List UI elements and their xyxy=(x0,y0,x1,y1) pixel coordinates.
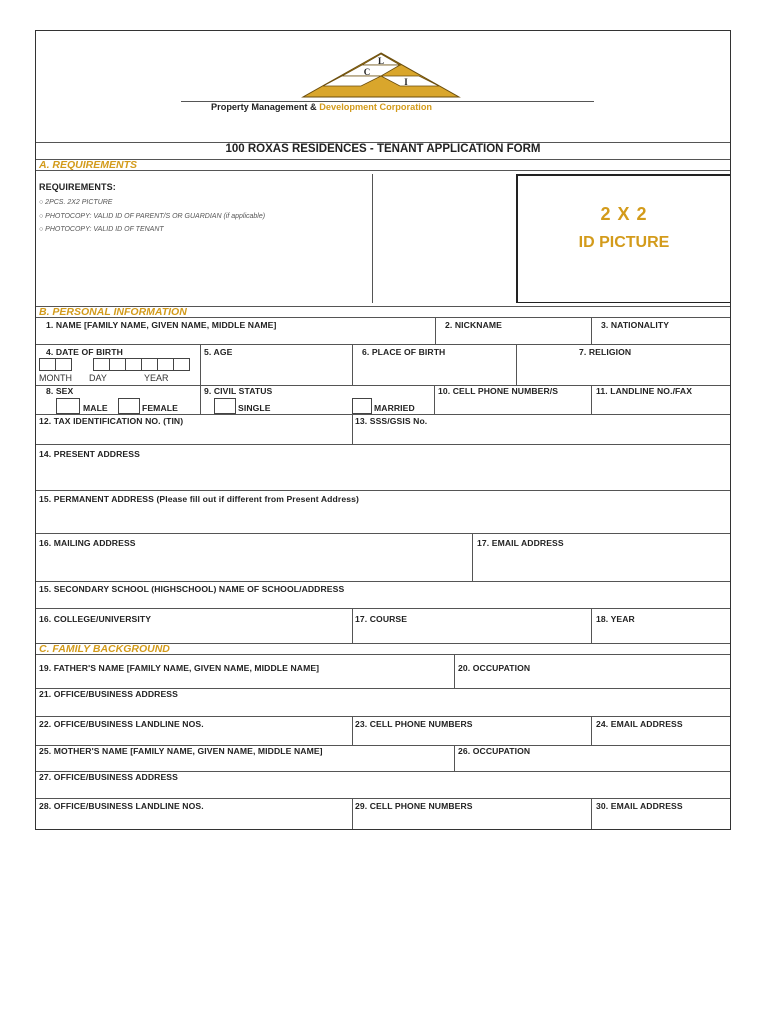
landline-label: 11. LANDLINE NO./FAX xyxy=(596,386,693,396)
mother-office-label: 27. OFFICE/BUSINESS ADDRESS xyxy=(39,772,178,782)
grid-line xyxy=(352,798,353,829)
grid-line xyxy=(591,798,592,829)
company-name-suffix: Development Corporation xyxy=(319,102,433,112)
mother-occupation-label: 26. OCCUPATION xyxy=(458,746,531,756)
grid-line xyxy=(591,318,592,344)
father-office-label: 21. OFFICE/BUSINESS ADDRESS xyxy=(39,689,178,699)
grid-line xyxy=(454,745,455,771)
grid-line xyxy=(591,385,592,414)
logo-letter-i: I xyxy=(404,77,408,87)
id-picture-label: ID PICTURE xyxy=(578,234,670,251)
dob-year-box[interactable] xyxy=(157,358,174,371)
married-label: MARRIED xyxy=(374,403,415,413)
grid-line xyxy=(516,344,517,385)
section-b-title: B. PERSONAL INFORMATION xyxy=(39,306,187,318)
grid-line xyxy=(36,608,730,609)
grid-line xyxy=(472,533,473,581)
section-c-title: C. FAMILY BACKGROUND xyxy=(39,643,170,655)
father-name-label: 19. FATHER'S NAME [FAMILY NAME, GIVEN NAME, MIDDLE NAME] xyxy=(39,663,320,673)
dob-year-box[interactable] xyxy=(141,358,158,371)
company-logo xyxy=(301,51,461,99)
requirements-divider xyxy=(372,174,373,303)
dob-day-box[interactable] xyxy=(93,358,110,371)
grid-line xyxy=(200,385,201,414)
email-label: 17. EMAIL ADDRESS xyxy=(477,538,564,548)
form-title: 100 ROXAS RESIDENCES - TENANT APPLICATION FORM xyxy=(225,143,541,155)
nationality-label: 3. NATIONALITY xyxy=(601,320,670,330)
course-label: 17. COURSE xyxy=(355,614,408,624)
tin-label: 12. TAX IDENTIFICATION NO. (TIN) xyxy=(39,416,184,426)
company-name-prefix: Property Management & xyxy=(211,102,320,112)
male-label: MALE xyxy=(83,403,108,413)
dob-month-box[interactable] xyxy=(55,358,72,371)
day-caption: DAY xyxy=(89,373,107,383)
grid-line xyxy=(435,318,436,344)
father-landline-label: 22. OFFICE/BUSINESS LANDLINE NOS. xyxy=(39,719,204,729)
single-label: SINGLE xyxy=(238,403,271,413)
place-of-birth-label: 6. PLACE OF BIRTH xyxy=(362,347,446,357)
grid-line xyxy=(36,798,730,799)
section-c-header xyxy=(36,643,730,655)
grid-line xyxy=(591,716,592,745)
grid-line xyxy=(454,655,455,688)
cell-phone-label: 10. CELL PHONE NUMBER/S xyxy=(438,386,559,396)
grid-line xyxy=(352,414,353,444)
id-picture-box[interactable] xyxy=(516,174,730,303)
company-name xyxy=(211,102,432,112)
religion-label: 7. RELIGION xyxy=(579,347,632,357)
female-label: FEMALE xyxy=(142,403,178,413)
college-label: 16. COLLEGE/UNIVERSITY xyxy=(39,614,152,624)
grid-line xyxy=(434,385,435,414)
sss-label: 13. SSS/GSIS No. xyxy=(355,416,428,426)
grid-line xyxy=(36,581,730,582)
section-a-title: A. REQUIREMENTS xyxy=(39,159,138,171)
mother-name-label: 25. MOTHER'S NAME [FAMILY NAME, GIVEN NAME, MIDDLE NAME] xyxy=(39,746,323,756)
logo-letter-l: L xyxy=(377,56,385,66)
mother-cell-label: 29. CELL PHONE NUMBERS xyxy=(355,801,473,811)
sex-label: 8. SEX xyxy=(46,386,74,396)
grid-line xyxy=(36,414,730,415)
grid-line xyxy=(591,608,592,643)
grid-line xyxy=(36,344,730,345)
id-picture-size: 2 X 2 xyxy=(600,204,648,224)
requirement-item: ○ PHOTOCOPY: VALID ID OF TENANT xyxy=(39,226,164,233)
grid-line xyxy=(352,716,353,745)
female-checkbox[interactable] xyxy=(118,398,140,414)
requirement-item: ○ PHOTOCOPY: VALID ID OF PARENT/S OR GUARDIAN (if applicable) xyxy=(39,213,266,220)
name-label: 1. NAME [FAMILY NAME, GIVEN NAME, MIDDLE NAME] xyxy=(46,320,277,330)
section-a-header xyxy=(36,159,730,171)
dob-month-box[interactable] xyxy=(39,358,56,371)
age-label: 5. AGE xyxy=(204,347,233,357)
mother-landline-label: 28. OFFICE/BUSINESS LANDLINE NOS. xyxy=(39,801,204,811)
grid-line xyxy=(200,344,201,385)
grid-line xyxy=(36,533,730,534)
male-checkbox[interactable] xyxy=(56,398,80,414)
father-cell-label: 23. CELL PHONE NUMBERS xyxy=(355,719,473,729)
married-checkbox[interactable] xyxy=(352,398,372,414)
year-level-label: 18. YEAR xyxy=(596,614,635,624)
grid-line xyxy=(36,716,730,717)
requirement-item: ○ 2PCS. 2X2 PICTURE xyxy=(39,199,113,206)
requirements-heading: REQUIREMENTS: xyxy=(39,182,116,192)
section-b-header xyxy=(36,306,730,318)
dob-year-box[interactable] xyxy=(125,358,142,371)
grid-line xyxy=(352,608,353,643)
dob-year-box[interactable] xyxy=(173,358,190,371)
grid-line xyxy=(352,344,353,385)
mailing-address-label: 16. MAILING ADDRESS xyxy=(39,538,136,548)
nickname-label: 2. NICKNAME xyxy=(445,320,502,330)
mother-email-label: 30. EMAIL ADDRESS xyxy=(596,801,683,811)
grid-line xyxy=(36,444,730,445)
grid-line xyxy=(36,490,730,491)
civil-status-label: 9. CIVIL STATUS xyxy=(204,386,273,396)
secondary-school-label: 15. SECONDARY SCHOOL (HIGHSCHOOL) NAME OF SCHOOL/ADDRESS xyxy=(39,584,345,594)
logo-letter-c: C xyxy=(363,67,371,77)
permanent-address-label: 15. PERMANENT ADDRESS (Please fill out if different from Present Address) xyxy=(39,494,359,504)
present-address-label: 14. PRESENT ADDRESS xyxy=(39,449,140,459)
year-caption: YEAR xyxy=(144,373,169,383)
father-email-label: 24. EMAIL ADDRESS xyxy=(596,719,683,729)
dob-label: 4. DATE OF BIRTH xyxy=(46,347,123,357)
month-caption: MONTH xyxy=(39,373,72,383)
tenant-application-form xyxy=(35,30,731,830)
single-checkbox[interactable] xyxy=(214,398,236,414)
dob-day-box[interactable] xyxy=(109,358,126,371)
father-occupation-label: 20. OCCUPATION xyxy=(458,663,531,673)
